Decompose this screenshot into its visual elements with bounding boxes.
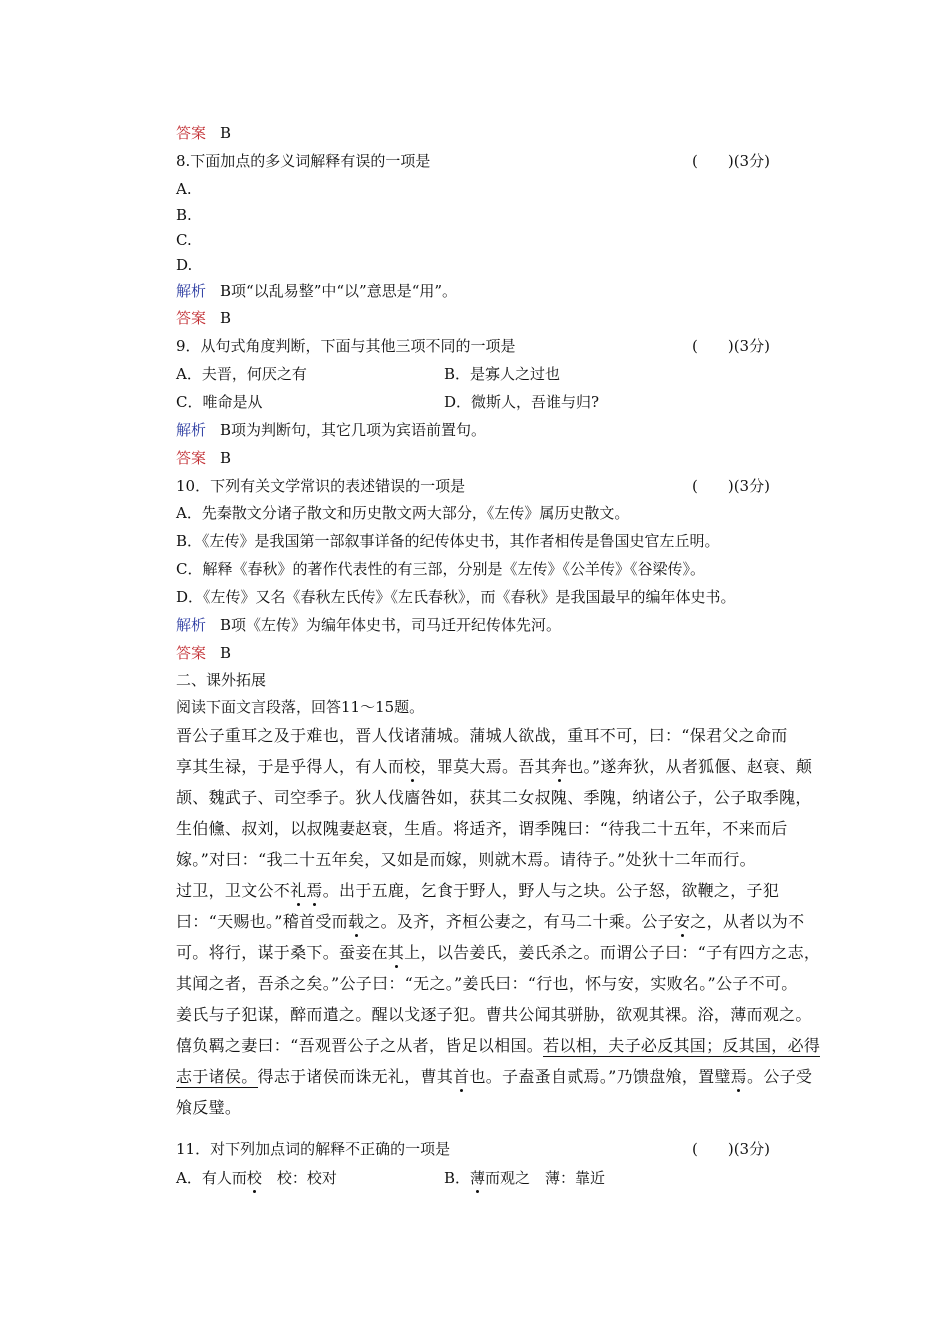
passage-line-4: 生伯儵、叔刘，以叔隗妻赵衰，生盾。将适齐，谓季隗曰：“待我二十五年，不来而后 (176, 819, 788, 838)
q9-option-b: B．是寡人之过也 (444, 365, 561, 383)
passage-line-11: 僖负羁之妻曰：“吾观晋公子之从者，皆足以相国。若以相，夫子必反其国；反其国，必得 (176, 1036, 821, 1055)
q10-option-a: A．先秦散文分诸子散文和历史散文两大部分，《左传》属历史散文。 (176, 504, 630, 522)
dotted-char: 首 (453, 1067, 470, 1086)
q9-option-d: D．微斯人，吾谁与归? (444, 393, 600, 411)
passage-line-3: 颉、魏武子、司空季子。狄人伐廧咎如，获其二女叔隗、季隗，纳诸公子，公子取季隗， (176, 788, 812, 807)
q10-option-d: D．《左传》又名《春秋左氏传》《左氏春秋》，而《春秋》是我国最早的编年体史书。 (176, 588, 736, 606)
answer-7: 答案 B (176, 124, 232, 142)
answer-10: 答案 B (176, 644, 232, 662)
q9-option-a: A．夫晋，何厌之有 (176, 365, 307, 383)
analysis-8: 解析 B项“以乱易整”中“以”意思是“用”。 (176, 282, 458, 300)
dotted-char: 焉 (306, 881, 323, 900)
passage-line-13: 飧反璧。 (176, 1098, 242, 1117)
answer-8: 答案 B (176, 309, 232, 327)
dotted-char: 安 (673, 912, 691, 931)
passage-line-8: 可。将行，谋于桑下。蚕妾在其上，以告姜氏，姜氏杀之。而谓公子曰：“子有四方之志， (176, 943, 821, 962)
reading-instruction: 阅读下面文言段落，回答11～15题。 (176, 698, 425, 716)
q9-option-c: C．唯命是从 (176, 393, 263, 411)
passage-line-5: 嫁。”对曰：“我二十五年矣，又如是而嫁，则就木焉。请待子。”处狄十二年而行。 (176, 850, 756, 869)
q8-option-c: C. (176, 231, 192, 249)
passage-line-1: 晋公子重耳之及于难也，晋人伐诸蒲城。蒲城人欲战，重耳不可，曰：“保君父之命而 (176, 726, 788, 745)
score-mark-9: ( )(3分) (692, 337, 770, 355)
q8-option-d: D. (176, 256, 193, 274)
question-8: 8.下面加点的多义词解释有误的一项是 (176, 152, 431, 170)
score-mark-10: ( )(3分) (692, 477, 770, 495)
score-mark-11: ( )(3分) (692, 1140, 770, 1158)
underlined-sentence: 若以相，夫子必反其国；反其国，必得 (543, 1036, 821, 1055)
q8-option-b: B. (176, 206, 192, 224)
dotted-char: 奔 (550, 757, 568, 776)
passage-line-10: 姜氏与子犯谋，醉而遣之。醒以戈逐子犯。曹共公闻其骈胁，欲观其裸。浴，薄而观之。 (176, 1005, 812, 1024)
score-mark-8: ( )(3分) (692, 152, 770, 170)
q8-option-a: A. (176, 180, 192, 198)
dotted-char: 礼 (290, 881, 307, 900)
q11-option-a: A．有人而校 校：校对 (176, 1169, 337, 1187)
passage-line-6: 过卫，卫文公不礼焉。出于五鹿，乞食于野人，野人与之块。公子怒，欲鞭之，子犯 (176, 881, 780, 900)
question-9: 9．从句式角度判断，下面与其他三项不同的一项是 (176, 337, 516, 355)
dotted-char: 校 (246, 1169, 262, 1187)
analysis-10: 解析 B项《左传》为编年体史书，司马迁开纪传体先河。 (176, 616, 562, 634)
section-heading: 二、课外拓展 (176, 671, 267, 689)
underlined-sentence: 志于诸侯。 (176, 1067, 258, 1086)
dotted-char: 载 (347, 912, 365, 931)
passage-line-2: 享其生禄，于是乎得人，有人而校，罪莫大焉。吾其奔也。”遂奔狄，从者狐偃、赵衰、颠 (176, 757, 813, 776)
passage-line-9: 其闻之者，吾杀之矣。”公子曰：“无之。”姜氏曰：“行也，怀与安，实败名。”公子不可。 (176, 974, 798, 993)
q11-option-b: B．薄而观之 薄：靠近 (444, 1169, 606, 1187)
dotted-char: 其 (387, 943, 405, 962)
question-11: 11．对下列加点词的解释不正确的一项是 (176, 1140, 451, 1158)
dotted-char: 校 (404, 757, 421, 776)
q10-option-b: B．《左传》是我国第一部叙事详备的纪传体史书，其作者相传是鲁国史官左丘明。 (176, 532, 720, 550)
dotted-char: 薄 (470, 1169, 486, 1187)
passage-line-12: 志于诸侯。得志于诸侯而诛无礼，曹其首也。子盍蚤自贰焉。”乃馈盘飧，置璧焉。公子受 (176, 1067, 813, 1086)
analysis-9: 解析 B项为判断句，其它几项为宾语前置句。 (176, 421, 487, 439)
q10-option-c: C．解释《春秋》的著作代表性的有三部，分别是《左传》《公羊传》《谷梁传》。 (176, 560, 705, 578)
passage-line-7: 曰：“天赐也。”稽首受而载之。及齐，齐桓公妻之，有马二十乘。公子安之，从者以为不 (176, 912, 805, 931)
dotted-char: 焉 (730, 1067, 748, 1086)
question-10: 10．下列有关文学常识的表述错误的一项是 (176, 477, 466, 495)
answer-9: 答案 B (176, 449, 232, 467)
